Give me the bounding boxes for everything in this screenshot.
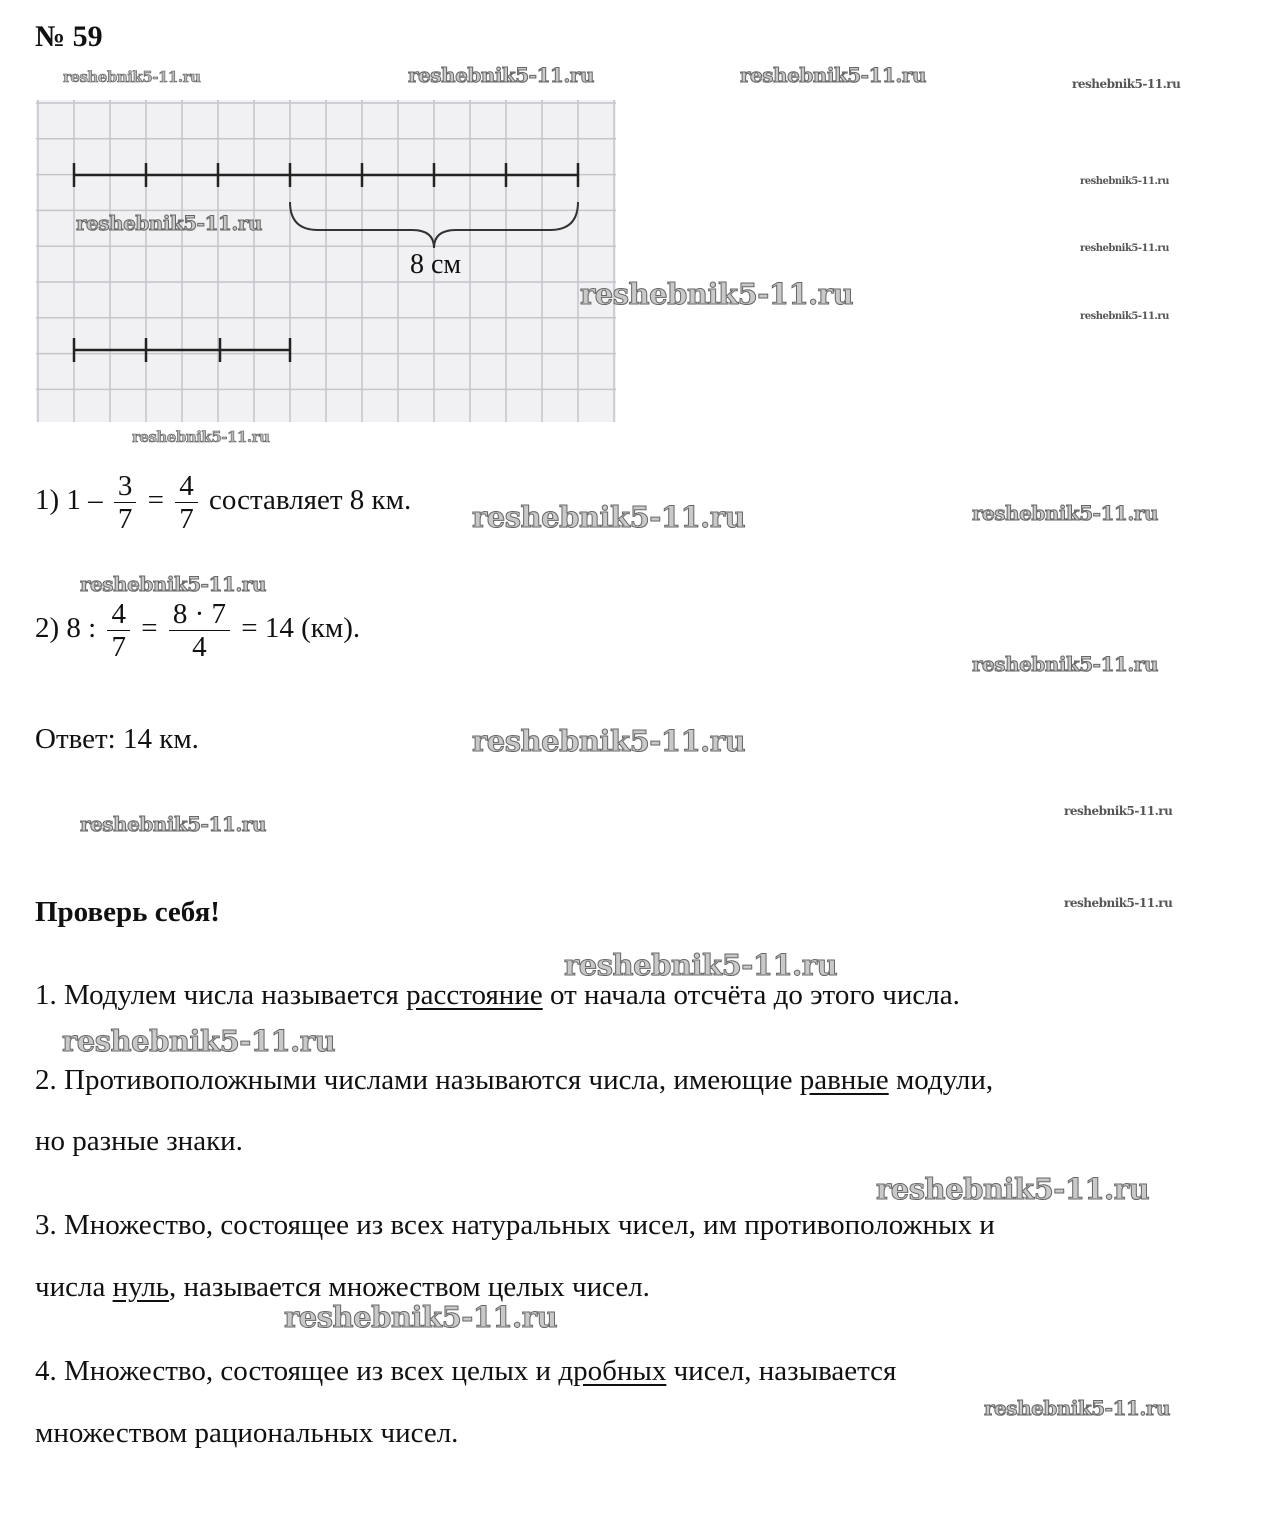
- equals: =: [141, 612, 158, 645]
- step-1-prefix: 1) 1 –: [35, 484, 103, 517]
- brace-label: 8 см: [410, 249, 462, 280]
- denominator: 7: [179, 503, 194, 535]
- watermark: reshebnik5-11.ru: [472, 500, 746, 534]
- text: чисел, называется: [666, 1355, 897, 1387]
- watermark: reshebnik5-11.ru: [1080, 176, 1169, 187]
- text: , называется множеством целых чисел.: [169, 1271, 650, 1303]
- fraction: [175, 470, 198, 535]
- denominator: 7: [111, 631, 126, 663]
- grid-figure: [36, 100, 616, 422]
- watermark: reshebnik5-11.ru: [1080, 243, 1169, 254]
- watermark: reshebnik5-11.ru: [972, 501, 1158, 525]
- answer: Ответ: 14 км.: [35, 723, 199, 755]
- watermark: reshebnik5-11.ru: [62, 1024, 336, 1058]
- step-2: [35, 598, 360, 663]
- watermark: reshebnik5-11.ru: [472, 724, 746, 758]
- denominator: 7: [117, 503, 133, 535]
- text: 1. Модулем числа называется: [35, 979, 407, 1011]
- watermark: reshebnik5-11.ru: [76, 211, 262, 235]
- watermark: reshebnik5-11.ru: [564, 948, 838, 982]
- text: числа: [35, 1271, 113, 1303]
- check-item-3-cont: [35, 1270, 650, 1304]
- watermark: reshebnik5-11.ru: [1064, 896, 1173, 910]
- fraction: [169, 598, 230, 663]
- watermark: reshebnik5-11.ru: [876, 1172, 1150, 1206]
- fraction: [107, 598, 130, 663]
- watermark: reshebnik5-11.ru: [80, 572, 266, 596]
- step-2-suffix: = 14 (км).: [241, 612, 361, 645]
- underlined-answer: расстояние: [406, 979, 543, 1011]
- watermark: reshebnik5-11.ru: [740, 63, 926, 87]
- check-item-3: 3. Множество, состоящее из всех натуральных чисел, им противоположных и: [35, 1209, 995, 1241]
- problem-number: № 59: [35, 20, 103, 53]
- denominator: 4: [192, 631, 207, 663]
- watermark: reshebnik5-11.ru: [1064, 804, 1173, 818]
- numerator: 4: [175, 470, 198, 503]
- check-item-4-cont: множеством рациональных чисел.: [35, 1417, 459, 1449]
- check-heading: Проверь себя!: [35, 896, 220, 928]
- text: от начала отсчёта до этого числа.: [542, 979, 960, 1011]
- fraction: [114, 470, 137, 535]
- check-item-2: [35, 1063, 993, 1097]
- watermark: reshebnik5-11.ru: [284, 1300, 558, 1334]
- watermark: reshebnik5-11.ru: [1072, 77, 1181, 91]
- watermark: reshebnik5-11.ru: [132, 428, 270, 446]
- text: 4. Множество, состоящее из всех целых и: [35, 1355, 559, 1387]
- check-item-4: [35, 1354, 896, 1388]
- text: модули,: [888, 1064, 994, 1096]
- watermark: reshebnik5-11.ru: [580, 277, 854, 311]
- watermark: reshebnik5-11.ru: [408, 63, 594, 87]
- numerator: 8 · 7: [169, 598, 230, 631]
- numerator: 3: [114, 470, 137, 503]
- underlined-answer: равные: [799, 1064, 889, 1096]
- step-1: [35, 470, 411, 535]
- check-item-1: [35, 978, 960, 1012]
- equals: =: [147, 484, 165, 517]
- underlined-answer: нуль: [112, 1271, 170, 1303]
- step-1-suffix: составляет 8 км.: [209, 484, 412, 517]
- text: 2. Противоположными числами называются числа, имеющие: [35, 1064, 800, 1096]
- numerator: 4: [107, 598, 130, 631]
- watermark: reshebnik5-11.ru: [1080, 311, 1169, 322]
- check-item-2-cont: но разные знаки.: [35, 1125, 243, 1157]
- watermark: reshebnik5-11.ru: [63, 68, 201, 86]
- step-2-prefix: 2) 8 :: [35, 612, 97, 645]
- underlined-answer: дробных: [558, 1355, 667, 1387]
- watermark: reshebnik5-11.ru: [984, 1396, 1170, 1420]
- watermark: reshebnik5-11.ru: [80, 812, 266, 836]
- watermark: reshebnik5-11.ru: [972, 652, 1158, 676]
